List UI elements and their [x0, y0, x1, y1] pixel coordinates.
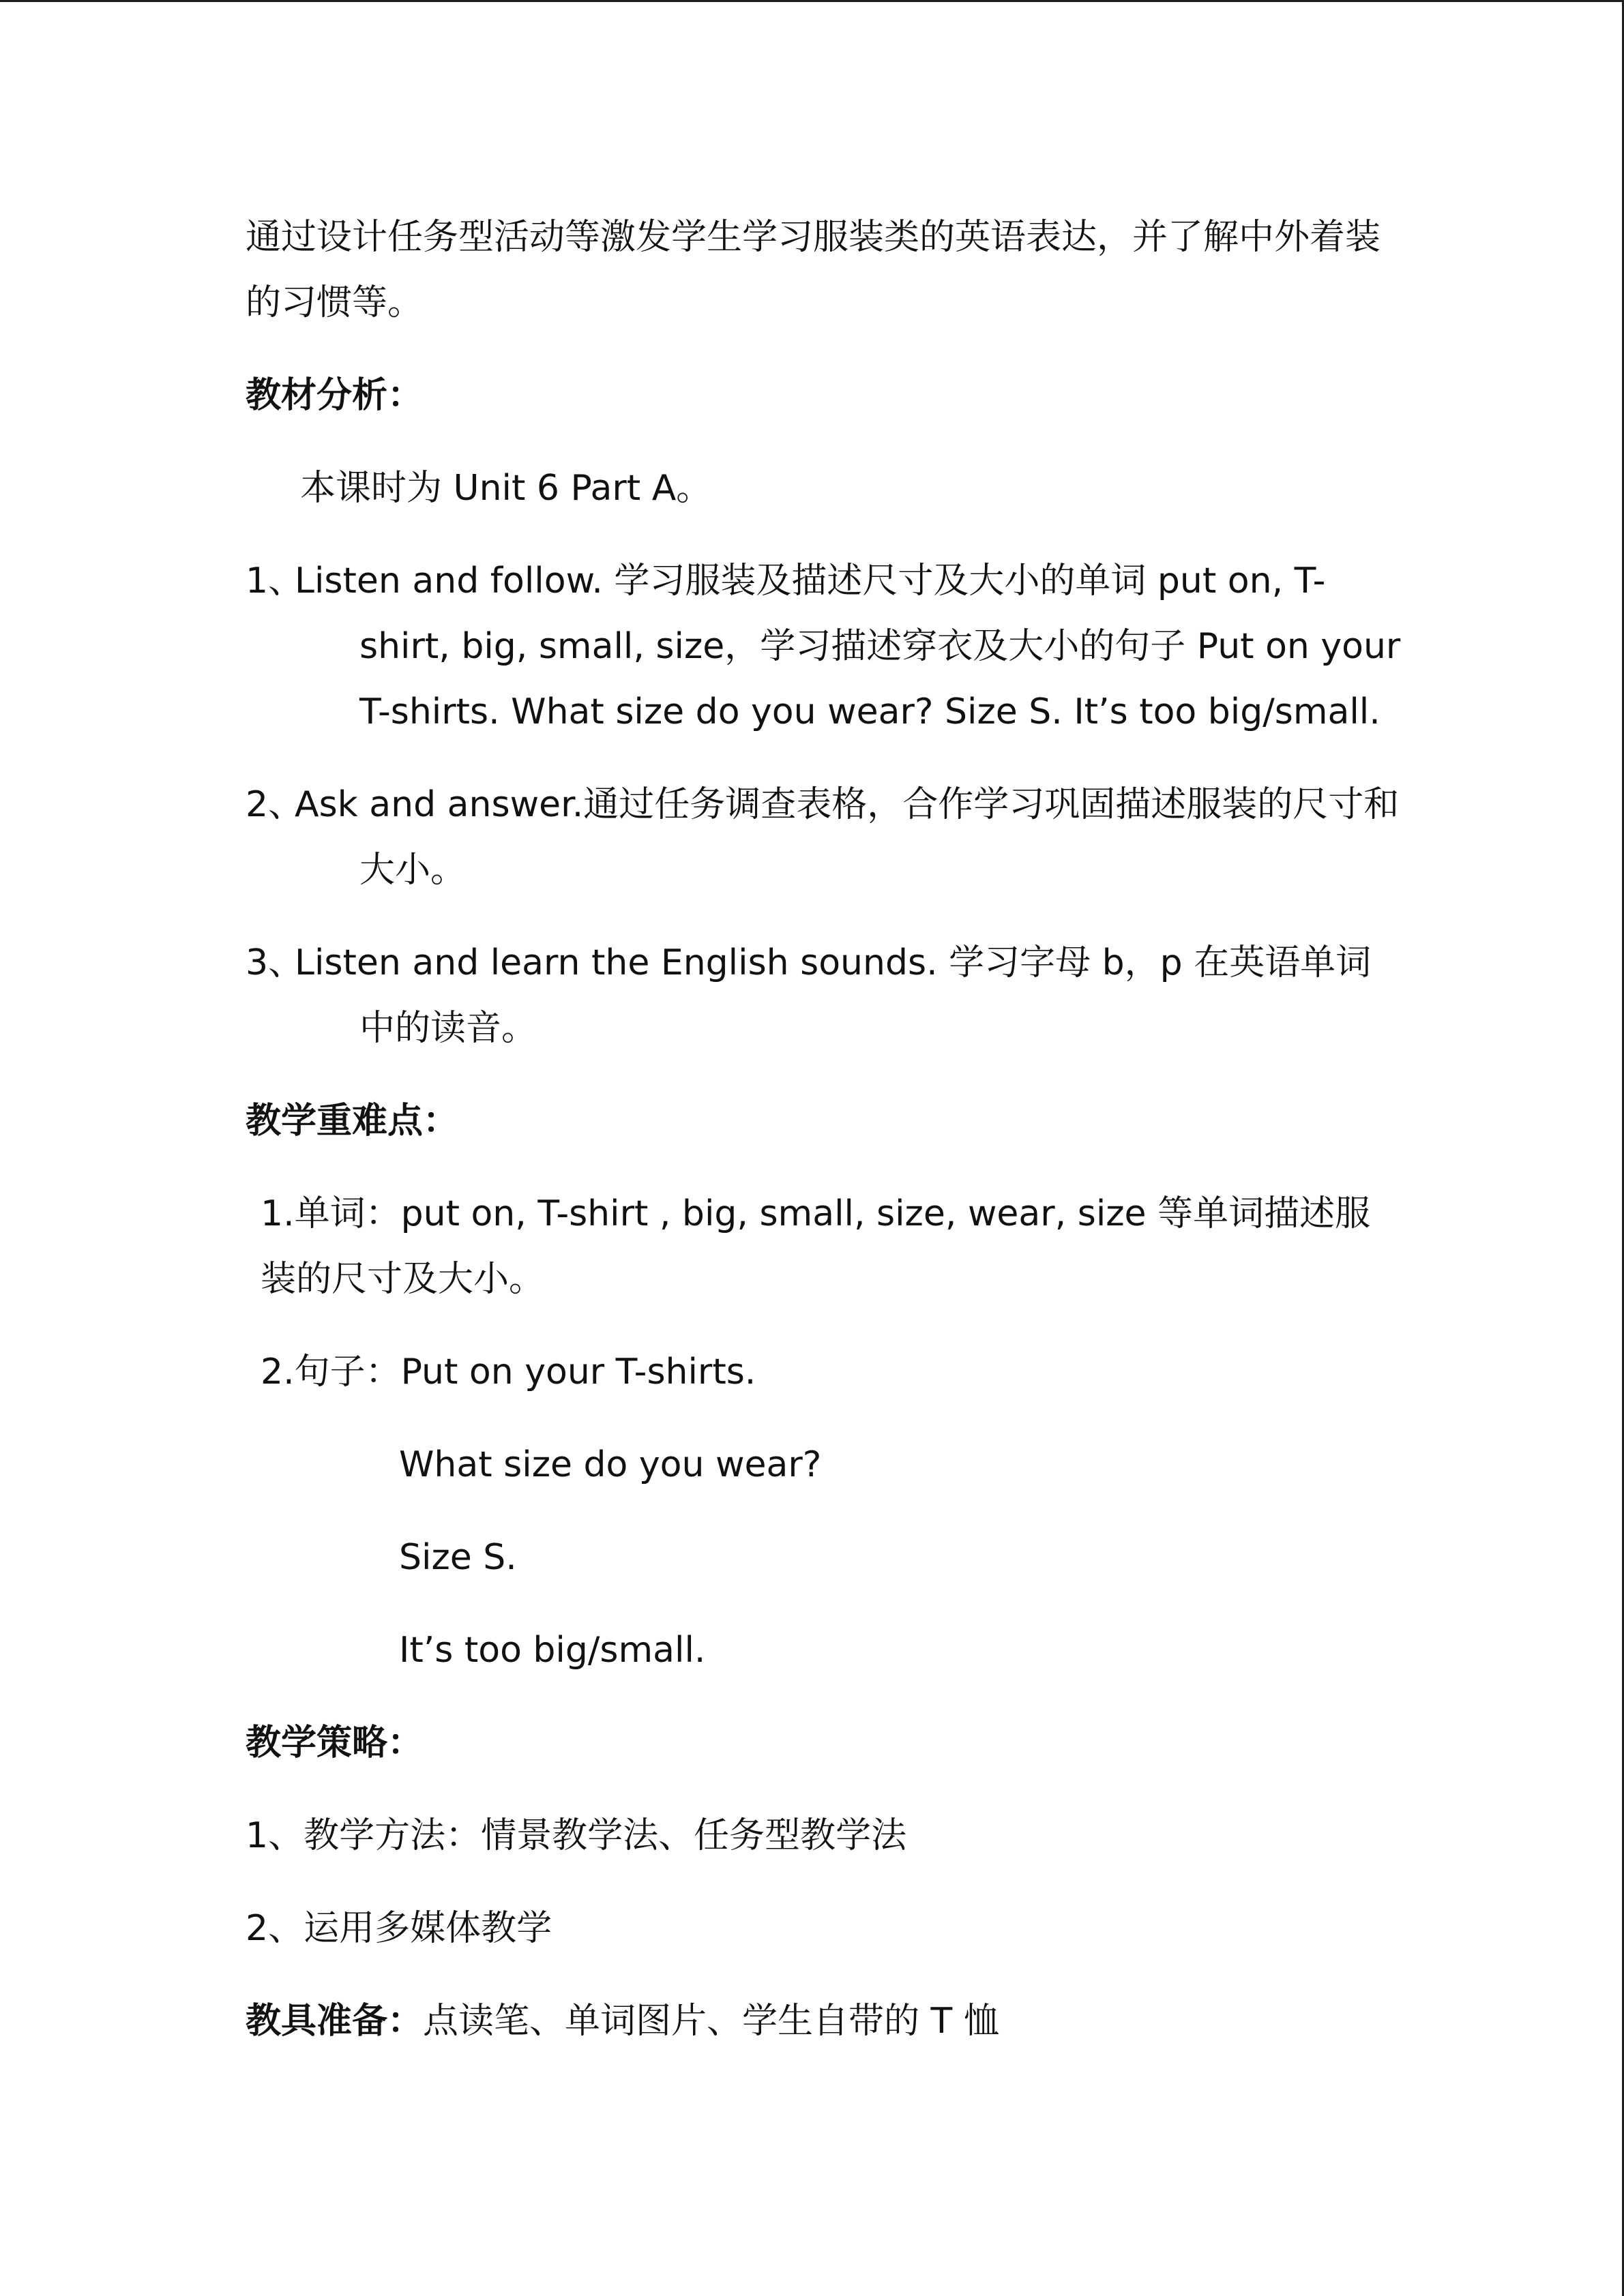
tools-line [246, 1988, 1405, 2054]
section-title-materials: 教材分析： [246, 375, 424, 416]
page-top-border [0, 0, 1624, 2]
section-title-strategies: 教学策略： [246, 1723, 424, 1763]
tools-text: 点读笔、单词图片、学生自带的 T 恤 [423, 2001, 999, 2042]
list-item-3 [246, 930, 1405, 1061]
key-points-words: 1.单词：put on, T-shirt , big, small, size, wear, size 等单词描述服装的尺寸及大小。 [261, 1193, 1371, 1300]
section-lead-unit: 本课时为 Unit 6 Part A。 [300, 468, 712, 509]
list-item-2 [246, 772, 1405, 903]
list-text: Ask and answer.通过任务调查表格，合作学习巩固描述服装的尺寸和大小。 [295, 784, 1400, 891]
list-number: 1、 [246, 561, 304, 601]
intro-paragraph: 通过设计任务型活动等激发学生学习服装类的英语表达，并了解中外着装的习惯等。 [246, 217, 1381, 323]
list-text: Listen and follow. 学习服装及描述尺寸及大小的单词 put on, T-shirt, big, small, size，学习描述穿衣及大小的句子 Put on your T-shirts. What size do you wear? Size S. It’s too big/small. [295, 561, 1401, 732]
key-sentence-1: What size do you wear? [399, 1444, 822, 1485]
document-content [246, 205, 1405, 2081]
strategy-item-2: 2、运用多媒体教学 [246, 1908, 552, 1949]
key-sentence-3: It’s too big/small. [399, 1630, 706, 1671]
key-sentence-2: Size S. [399, 1537, 517, 1578]
tools-label: 教具准备： [246, 2001, 424, 2042]
key-points-sentences-label: 2.句子：Put on your T-shirts. [261, 1352, 756, 1392]
section-title-key-points: 教学重难点： [246, 1101, 459, 1142]
list-item-1 [246, 548, 1405, 745]
list-number: 2、 [246, 784, 304, 825]
strategy-item-1: 1、教学方法：情景教学法、任务型教学法 [246, 1815, 907, 1856]
list-text: Listen and learn the English sounds. 学习字母 b，p 在英语单词中的读音。 [295, 942, 1372, 1049]
list-number: 3、 [246, 942, 304, 983]
